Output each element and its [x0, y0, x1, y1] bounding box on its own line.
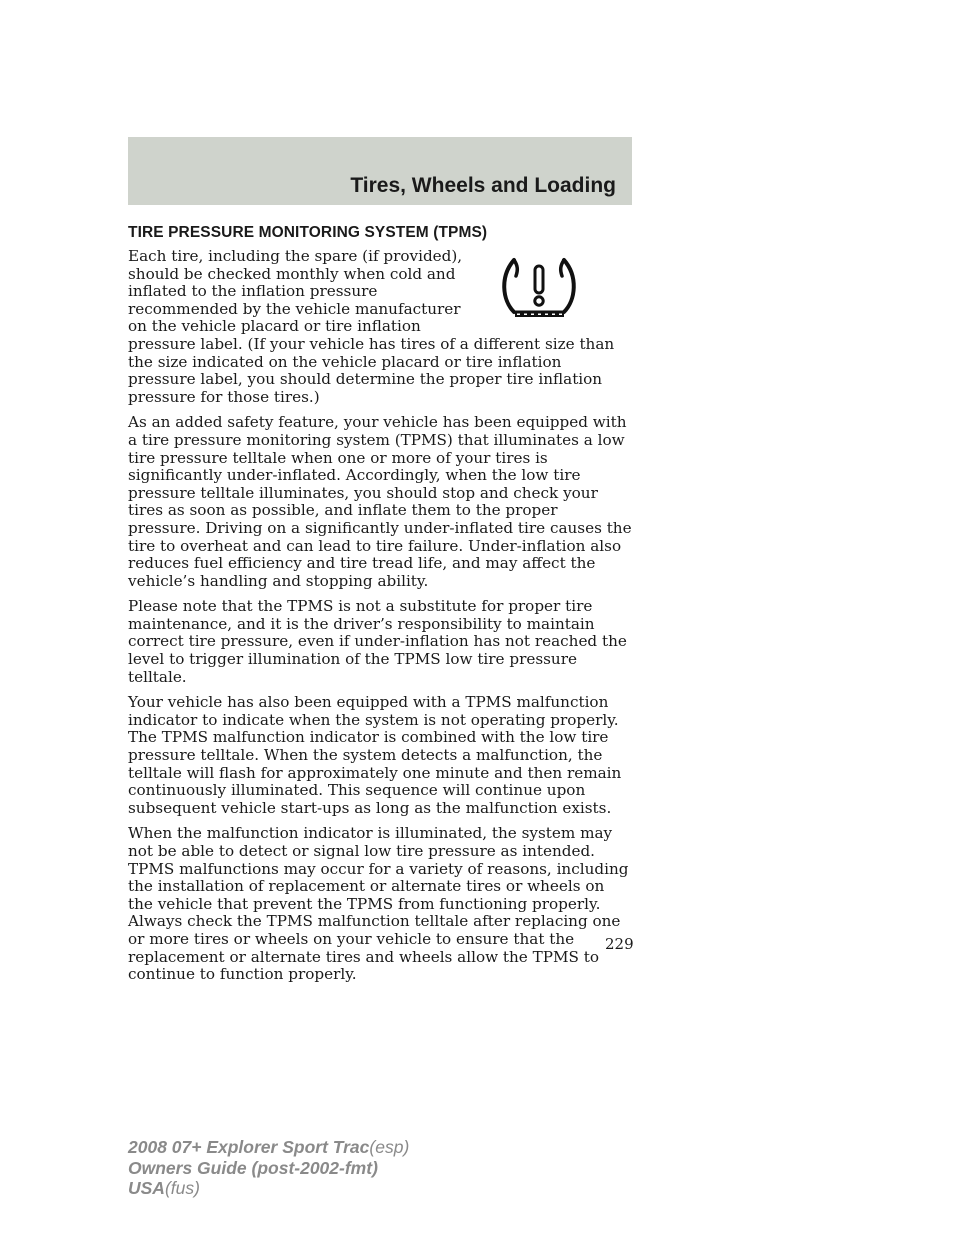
- paragraph: As an added safety feature, your vehicle has been equipped with a tire pressure monitoring system (TPMS) that illuminates a low tire pressure telltale when one or more of your tires is significantly under-inflated. Accordingly, when the low tire pressure telltale illuminates, you should stop and check your tires as soon as possible, and inflate them to the proper pressure. Driving on a significantly under-inflated tire causes the tire to overheat and can lead to tire failure. Under-inflation also reduces fuel efficiency and tire tread life, and may affect the vehicle’s handling and stopping ability.: [128, 413, 632, 590]
- footer-model: 2008 07+ Explorer Sport Trac: [128, 1137, 370, 1157]
- paragraph: Please note that the TPMS is not a substitute for proper tire maintenance, and it is the driver’s responsibility to maintain correct tire pressure, even if under-inflation has not reached the level to trigger illumination of the TPMS low tire pressure telltale.: [128, 597, 627, 686]
- section-header-band: [128, 137, 632, 205]
- page-number: 229: [605, 935, 634, 953]
- tire-pressure-warning-icon: [498, 254, 580, 320]
- footer-market: USA: [128, 1178, 165, 1198]
- footer-market-code: (fus): [164, 1178, 200, 1198]
- document-footer: [128, 1137, 409, 1199]
- footer-guide: Owners Guide (post-2002-fmt): [128, 1157, 378, 1178]
- paragraph: When the malfunction indicator is illuminated, the system may not be able to detect or signal low tire pressure as intended. TPMS malfunctions may occur for a variety of reasons, including the installation of replacement or alternate tires or wheels on the vehicle that prevent the TPMS from functioning properly. Always check the TPMS malfunction telltale after replacing one or more tires or wheels on your vehicle to ensure that the replacement or alternate tires and wheels allow the TPMS to continue to function properly.: [128, 824, 629, 984]
- body-text: [128, 248, 632, 992]
- section-title: Tires, Wheels and Loading: [350, 174, 616, 197]
- footer-model-code: (esp): [369, 1137, 410, 1157]
- paragraph: Your vehicle has also been equipped with a TPMS malfunction indicator to indicate when the system is not operating properly. The TPMS malfunction indicator is combined with the low tire pressure telltale. When the system detects a malfunction, the telltale will flash for approximately one minute and then remain continuously illuminated. This sequence will continue upon subsequent vehicle start-ups as long as the malfunction exists.: [128, 693, 622, 817]
- paragraph: Each tire, including the spare (if provided), should be checked monthly when cold and inflated to the inflation pressure recommended by the vehicle manufacturer on the vehicle placard or tire inflation pressure label. (If your vehicle has tires of a different size than the size indicated on the vehicle placard or tire inflation pressure label, you should determine the proper tire inflation pressure for those tires.): [128, 247, 615, 406]
- section-heading: TIRE PRESSURE MONITORING SYSTEM (TPMS): [128, 224, 488, 241]
